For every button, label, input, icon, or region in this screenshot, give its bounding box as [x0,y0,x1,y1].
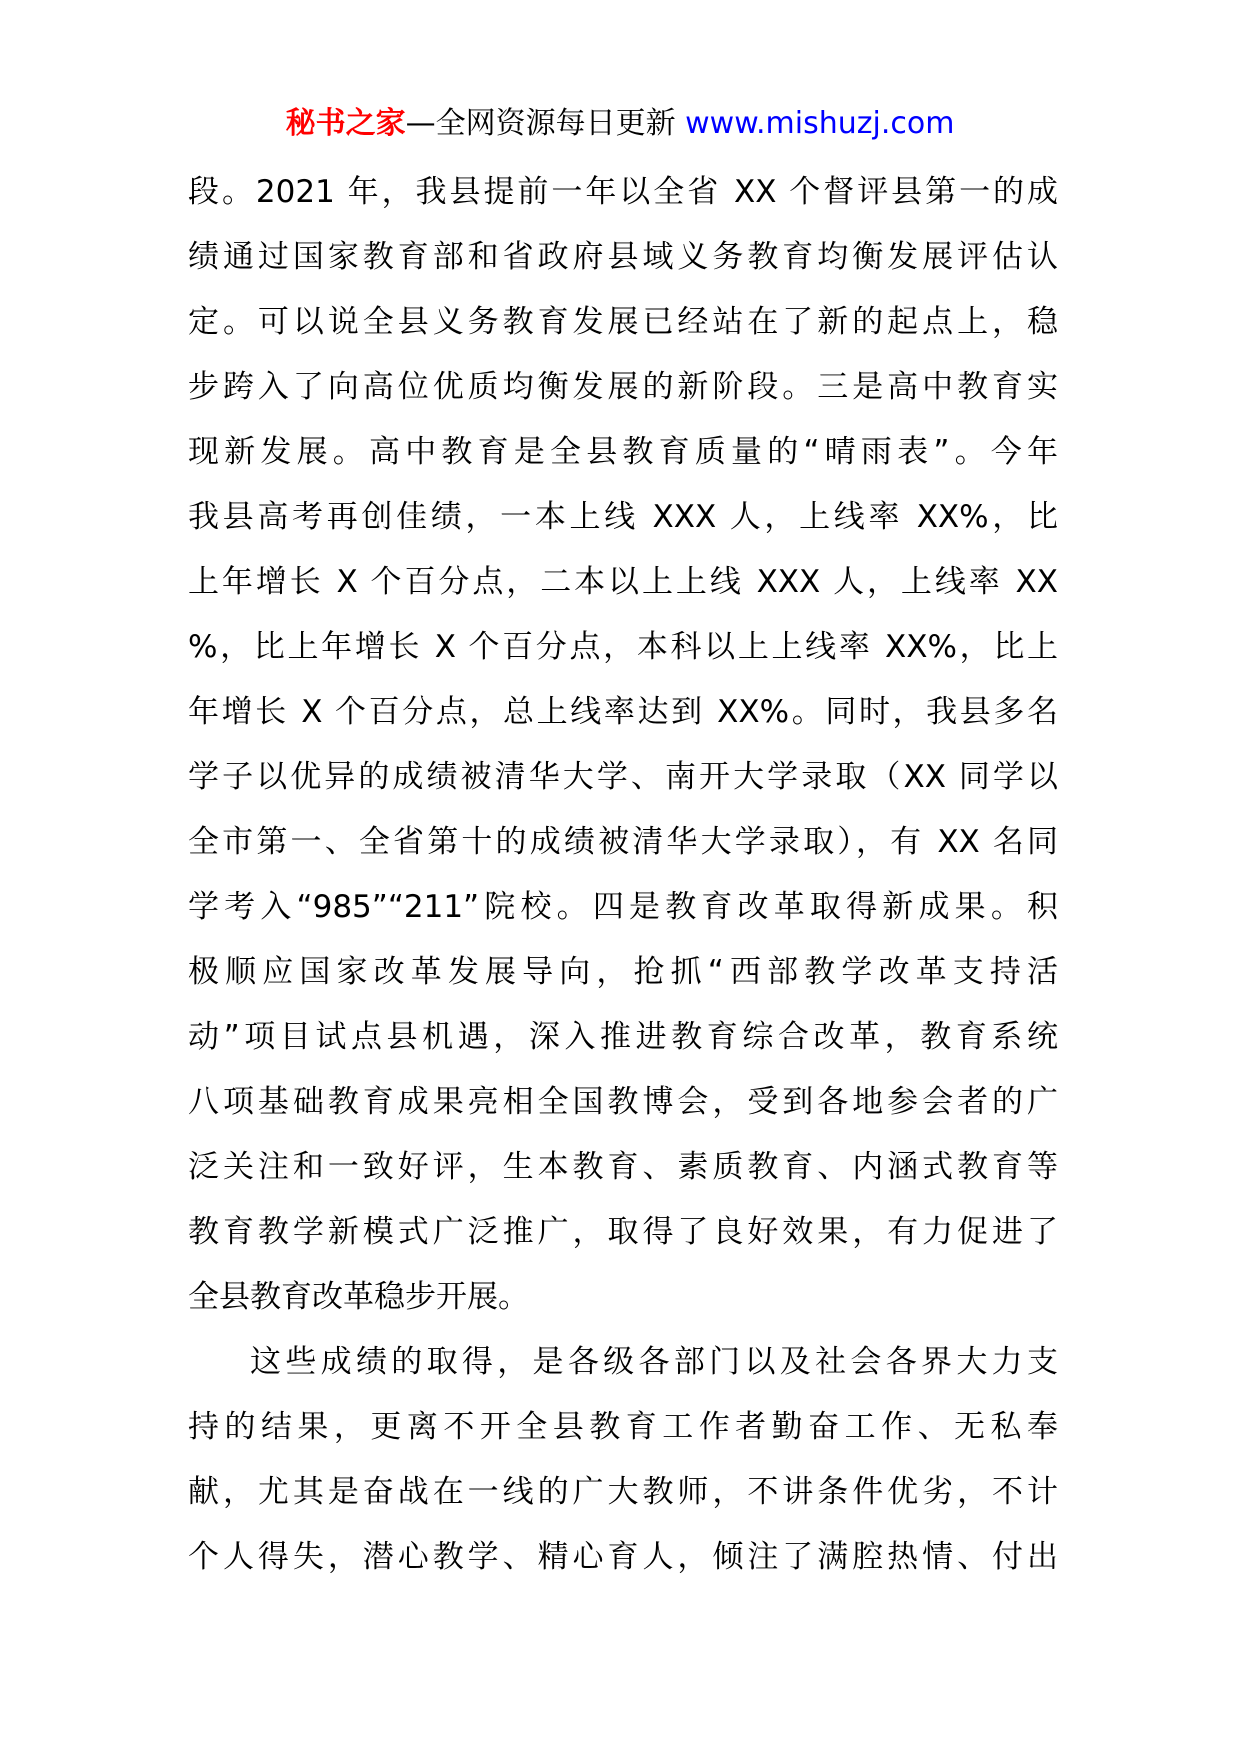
text-line: 绩通过国家教育部和省政府县域义务教育均衡发展评估认 [188,239,1058,275]
text-line: 上年增长 X 个百分点，二本以上上线 XXX 人，上线率 XX [188,564,1058,600]
text-line: 泛关注和一致好评，生本教育、素质教育、内涵式教育等 [188,1149,1058,1185]
site-url-link[interactable]: www.mishuzj.com [685,106,955,141]
brand-name: 秘书之家 [285,106,406,141]
paragraph-start-line: 这些成绩的取得，是各级各部门以及社会各界大力支 [250,1344,1058,1380]
text-line: 学考入“985”“211”院校。四是教育改革取得新成果。积 [188,889,1058,925]
paragraph-end-line: 全县教育改革稳步开展。 [188,1279,529,1315]
text-line: 八项基础教育成果亮相全国教博会，受到各地参会者的广 [188,1084,1058,1120]
text-line: %，比上年增长 X 个百分点，本科以上上线率 XX%，比上 [188,629,1058,665]
text-line: 学子以优异的成绩被清华大学、南开大学录取（XX 同学以 [188,759,1058,795]
text-line: 定。可以说全县义务教育发展已经站在了新的起点上，稳 [188,304,1058,340]
text-line: 年增长 X 个百分点，总上线率达到 XX%。同时，我县多名 [188,694,1058,730]
page-header [0,102,1240,146]
text-line: 全市第一、全省第十的成绩被清华大学录取），有 XX 名同 [188,824,1058,860]
text-line: 个人得失，潜心教学、精心育人，倾注了满腔热情、付出 [188,1539,1058,1575]
document-body [188,160,1058,1590]
text-line: 极顺应国家改革发展导向，抢抓“西部教学改革支持活 [188,954,1058,990]
text-line: 现新发展。高中教育是全县教育质量的“晴雨表”。今年 [188,434,1058,470]
text-line: 教育教学新模式广泛推广，取得了良好效果，有力促进了 [188,1214,1058,1250]
text-line: 我县高考再创佳绩，一本上线 XXX 人，上线率 XX%，比 [188,499,1058,535]
text-line: 步跨入了向高位优质均衡发展的新阶段。三是高中教育实 [188,369,1058,405]
header-tagline: —全网资源每日更新 [405,106,686,141]
text-line: 持的结果，更离不开全县教育工作者勤奋工作、无私奉 [188,1409,1058,1445]
text-line: 段。2021 年，我县提前一年以全省 XX 个督评县第一的成 [188,174,1058,210]
text-line: 动”项目试点县机遇，深入推进教育综合改革，教育系统 [188,1019,1058,1055]
text-line: 献，尤其是奋战在一线的广大教师，不讲条件优劣，不计 [188,1474,1058,1510]
